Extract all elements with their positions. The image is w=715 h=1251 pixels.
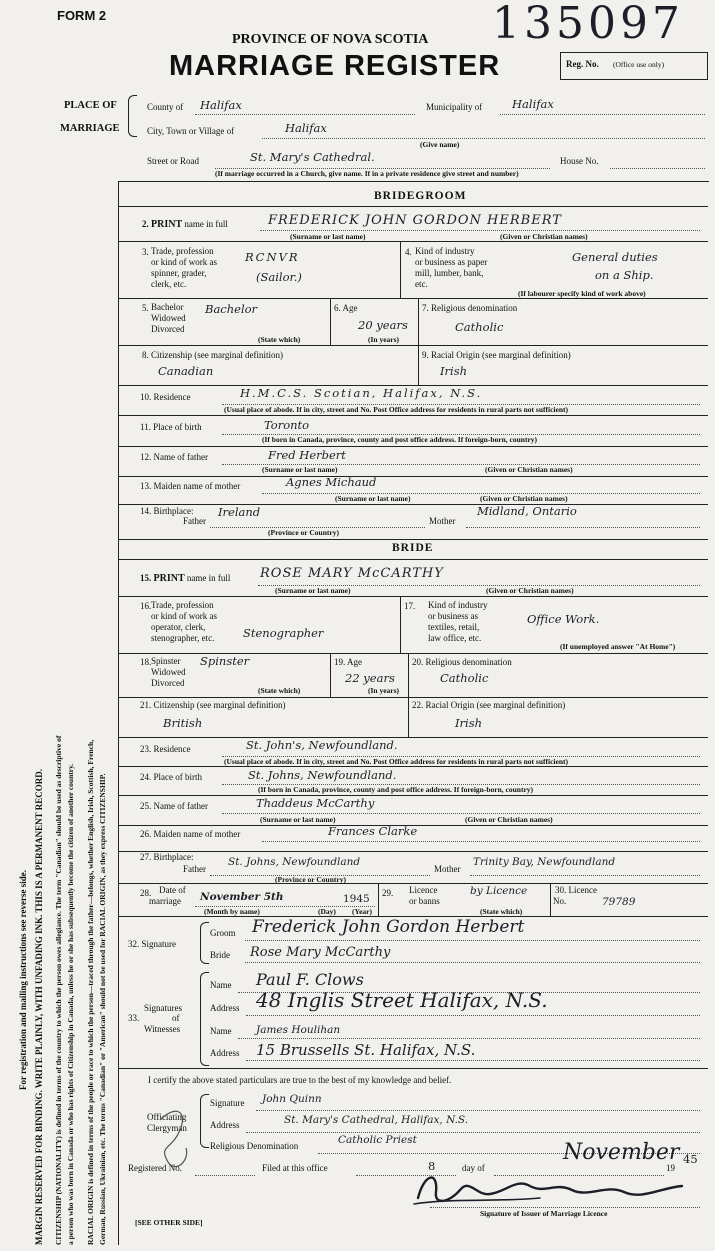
- f13-label: 13. Maiden name of mother: [140, 481, 241, 491]
- w2-address-label: Address: [210, 1048, 240, 1058]
- groom-occupation: RCNVR: [245, 250, 300, 264]
- register-number: 135097: [492, 0, 684, 49]
- f20-label: 20. Religious denomination: [412, 657, 512, 667]
- clergy-address: St. Mary's Cathedral, Halifax, N.S.: [284, 1114, 469, 1126]
- f11-label-text: Place of birth: [153, 422, 202, 432]
- f23-label: 23. Residence: [140, 744, 191, 754]
- groom-father-name: Fred Herbert: [268, 448, 346, 462]
- street-value: St. Mary's Cathedral.: [250, 150, 375, 164]
- f33-label-2: of: [172, 1013, 180, 1023]
- groom-labourer-note: (If labourer specify kind of work above): [518, 289, 646, 298]
- bride-occupation: Stenographer: [243, 626, 324, 640]
- bride-residence-note: (Usual place of abode. If in city, street and No. Post Office address for residents in rural parts not sufficient): [224, 757, 569, 766]
- bride-religion: Catholic: [440, 671, 489, 685]
- groom-citizenship: Canadian: [158, 364, 214, 378]
- f22-label: 22. Racial Origin (see marginal definition): [412, 700, 566, 710]
- clergy-signature: John Quinn: [262, 1093, 322, 1105]
- f2-label-text: name in full: [184, 219, 228, 229]
- f28-number: 28.: [140, 888, 152, 898]
- side-racial-def-1: RACIAL ORIGIN is defined in terms of the people or race to which the person—traced through the father—belongs, whether English, Irish, Scottish, French,: [86, 739, 95, 1245]
- f5-label-3: Divorced: [151, 324, 185, 334]
- f8-label: 8. Citizenship (see marginal definition): [142, 350, 284, 360]
- f6-label: 6. Age: [334, 303, 358, 313]
- f8-label-text: Citizenship (see marginal definition): [151, 350, 284, 360]
- relden-value: Catholic Priest: [338, 1134, 417, 1146]
- side-margin-note: MARGIN RESERVED FOR BINDING. WRITE PLAINLY, WITH UNFADING INK. THIS IS A PERMANENT RECORD.: [34, 768, 44, 1245]
- f29-number: 29.: [382, 888, 394, 898]
- f9-label: 9. Racial Origin (see marginal definition): [422, 350, 571, 360]
- f21-label: 21. Citizenship (see marginal definition): [140, 700, 286, 710]
- county-value: Halifax: [200, 98, 242, 112]
- f24-label-text: Place of birth: [153, 772, 202, 782]
- f11-label: 11. Place of birth: [140, 422, 202, 432]
- f32-label: 32. Signature: [128, 939, 176, 949]
- see-other-side: [SEE OTHER SIDE]: [135, 1218, 203, 1227]
- f4-label-4: etc.: [415, 279, 428, 289]
- groom-mother-given-note: (Given or Christian names): [480, 494, 568, 503]
- licence-number: 79789: [602, 896, 636, 908]
- f27-label: 27. Birthplace:: [140, 852, 194, 862]
- f14-father-label: Father: [183, 516, 206, 526]
- give-name-note: (Give name): [420, 140, 460, 149]
- groom-residence-note: (Usual place of abode. If in city, street and No. Post Office address for residents in rural parts not sufficient): [224, 405, 569, 414]
- f19-label-text: Age: [347, 657, 363, 667]
- bride-birthplace: St. Johns, Newfoundland.: [248, 768, 397, 782]
- f5-number: 5.: [142, 303, 149, 313]
- bridegroom-heading: BRIDEGROOM: [374, 190, 467, 202]
- reg-no-note: (Office use only): [613, 60, 665, 69]
- reg-no-label: Reg. No.: [566, 59, 599, 69]
- f26-label: 26. Maiden name of mother: [140, 829, 241, 839]
- bride-father-birthplace: St. Johns, Newfoundland: [228, 856, 361, 868]
- f14-label-text: Birthplace:: [153, 506, 194, 516]
- f12-label: 12. Name of father: [140, 452, 208, 462]
- document-title: MARRIAGE REGISTER: [169, 50, 501, 82]
- marriage-date: November 5th: [200, 891, 284, 903]
- groom-religion: Catholic: [455, 320, 504, 334]
- f14-label: 14. Birthplace:: [140, 506, 194, 516]
- bride-label: Bride: [210, 950, 230, 960]
- bride-unemployed-note: (If unemployed answer "At Home"): [560, 642, 676, 651]
- day-note: (Day): [318, 907, 336, 916]
- f3-number: 3.: [142, 247, 149, 257]
- filed-label: Filed at this office: [262, 1163, 328, 1173]
- church-note: (If marriage occurred in a Church, give name. If in a private residence give street and number): [215, 169, 519, 178]
- state-which-licence: (State which): [480, 907, 523, 916]
- street-label: Street or Road: [147, 156, 199, 166]
- f16-number: 16.: [140, 601, 152, 611]
- bride-mother-birthplace: Trinity Bay, Newfoundland: [473, 856, 616, 868]
- w1-name-label: Name: [210, 980, 232, 990]
- w1-address-label: Address: [210, 1003, 240, 1013]
- f21-label-text: Citizenship (see marginal definition): [153, 700, 286, 710]
- f17-label-4: law office, etc.: [428, 633, 482, 643]
- f7-label: 7. Religious denomination: [422, 303, 518, 313]
- f30-label-text: Licence: [568, 885, 597, 895]
- f17-label-3: textiles, retail,: [428, 622, 480, 632]
- f17-label-2: or business as: [428, 611, 478, 621]
- f29-label-2: or banns: [409, 896, 440, 906]
- groom-birthplace: Toronto: [264, 418, 310, 432]
- f18-number: 18.: [140, 657, 152, 667]
- f3-label-2: or kind of work as: [151, 257, 217, 267]
- f4-label-3: mill, lumber, bank,: [415, 268, 484, 278]
- f33-number: 33.: [128, 1013, 140, 1023]
- filed-month: November: [563, 1140, 680, 1165]
- filed-year-prefix: 19: [666, 1163, 675, 1173]
- f30-label: 30. Licence: [555, 885, 597, 895]
- form-label: FORM 2: [57, 8, 107, 23]
- filed-year: 45: [683, 1152, 698, 1166]
- f3-label-3: spinner, grader,: [151, 268, 207, 278]
- groom-father-birthplace: Ireland: [218, 505, 261, 519]
- f25-label-text: Name of father: [153, 801, 208, 811]
- w2-name-label: Name: [210, 1026, 232, 1036]
- f18-label-1: Spinster: [151, 656, 181, 666]
- groom-mother-maiden-name: Agnes Michaud: [286, 475, 377, 489]
- f27-mother-label: Mother: [434, 864, 461, 874]
- bride-surname-note: (Surname or last name): [275, 586, 351, 595]
- month-note: (Month by name): [204, 907, 260, 916]
- f16-label-2: or kind of work as: [151, 611, 217, 621]
- side-instructions: For registration and mailing instructions see reverse side.: [18, 870, 28, 1090]
- f33-label-3: Witnesses: [144, 1024, 181, 1034]
- groom-mother-surname-note: (Surname or last name): [335, 494, 411, 503]
- f18-label-2: Widowed: [151, 667, 186, 677]
- day-of-label: day of: [462, 1163, 485, 1173]
- bride-father-surname-note: (Surname or last name): [260, 815, 336, 824]
- groom-father-given-note: (Given or Christian names): [485, 465, 573, 474]
- bride-marital-status: Spinster: [200, 654, 250, 668]
- field-2-label: 2. PRINT name in full: [142, 219, 228, 230]
- registered-label: Registered No.: [128, 1163, 182, 1173]
- signature-brace: [200, 922, 209, 964]
- filed-day: 8: [428, 1159, 436, 1173]
- f28-label-1: Date of: [159, 885, 186, 895]
- marriage-year: 1945: [343, 893, 370, 905]
- province-heading: PROVINCE OF NOVA SCOTIA: [232, 32, 429, 47]
- groom-industry-2: on a Ship.: [595, 268, 654, 282]
- f17-number: 17.: [404, 601, 416, 611]
- bride-age: 22 years: [345, 671, 395, 685]
- f24-label: 24. Place of birth: [140, 772, 202, 782]
- place-brace: [128, 95, 137, 137]
- bride-signature: Rose Mary McCarthy: [250, 945, 391, 960]
- year-note: (Year): [352, 907, 372, 916]
- groom-marital-status: Bachelor: [205, 302, 258, 316]
- groom-in-years: (In years): [368, 335, 400, 344]
- f20-label-text: Religious denomination: [425, 657, 512, 667]
- f4-label-1: Kind of industry: [415, 246, 475, 256]
- field-15-label: 15. PRINT name in full: [140, 573, 231, 584]
- bride-prov-note: (Province or Country): [275, 875, 346, 884]
- officiating-label-1: Officiating: [147, 1112, 187, 1122]
- f33-label-1: Signatures: [144, 1003, 182, 1013]
- bride-residence: St. John's, Newfoundland.: [246, 738, 398, 752]
- f27-label-text: Birthplace:: [153, 852, 194, 862]
- witness-brace: [200, 972, 209, 1066]
- groom-industry: General duties: [572, 250, 658, 264]
- stamp-mark: [150, 1100, 200, 1180]
- f30-label-2: No.: [553, 896, 567, 906]
- groom-given-note: (Given or Christian names): [500, 232, 588, 241]
- f3-label-4: clerk, etc.: [151, 279, 187, 289]
- groom-state-which: (State which): [258, 335, 301, 344]
- bride-given-note: (Given or Christian names): [486, 586, 574, 595]
- f3-label-1: Trade, profession: [151, 246, 214, 256]
- bride-industry: Office Work.: [527, 612, 600, 626]
- f19-label: 19. Age: [334, 657, 363, 667]
- bride-mother-maiden-name: Frances Clarke: [328, 824, 418, 838]
- f23-label-text: Residence: [153, 744, 191, 754]
- f9-label-text: Racial Origin (see marginal definition): [431, 350, 571, 360]
- groom-birthplace-note: (If born in Canada, province, county and post office address. If foreign-born, country): [262, 435, 538, 444]
- clergy-signature-label: Signature: [210, 1098, 245, 1108]
- f27-father-label: Father: [183, 864, 206, 874]
- form-frame: [118, 181, 709, 1245]
- groom-mother-birthplace: Midland, Ontario: [477, 504, 577, 518]
- bride-citizenship: British: [163, 716, 203, 730]
- witness-1-name: Paul F. Clows: [256, 970, 364, 989]
- f6-label-text: Age: [342, 303, 358, 313]
- f15-print: PRINT: [153, 573, 185, 584]
- f15-label-text: name in full: [186, 573, 231, 583]
- groom-surname-note: (Surname or last name): [290, 232, 366, 241]
- officiating-label-2: Clergyman: [147, 1123, 187, 1133]
- f16-label-1: Trade, profession: [151, 600, 214, 610]
- f28-label-2: marriage: [149, 896, 181, 906]
- witness-2-address: 15 Brussells St. Halifax, N.S.: [256, 1041, 476, 1059]
- clergy-brace: [200, 1094, 209, 1148]
- bride-birthplace-note: (If born in Canada, province, county and post office address. If foreign-born, country): [258, 785, 534, 794]
- relden-label: Religious Denomination: [210, 1141, 299, 1151]
- witness-1-address: 48 Inglis Street Halifax, N.S.: [256, 988, 548, 1012]
- f32-label-text: Signature: [141, 939, 176, 949]
- groom-label: Groom: [210, 928, 236, 938]
- f22-label-text: Racial Origin (see marginal definition): [425, 700, 566, 710]
- house-label: House No.: [560, 156, 599, 166]
- licence-or-banns: by Licence: [470, 885, 528, 897]
- place-label-1: PLACE OF: [64, 100, 117, 111]
- f5-label-2: Widowed: [151, 313, 186, 323]
- groom-signature: Frederick John Gordon Herbert: [252, 917, 525, 937]
- groom-racial-origin: Irish: [440, 364, 468, 378]
- groom-prov-note: (Province or Country): [268, 528, 339, 537]
- f7-label-text: Religious denomination: [431, 303, 518, 313]
- side-citizenship-def-2: a person who was born in Canada or who has rights of Citizenship in Canada, unless he or she has subsequently become the citizen of another country.: [66, 763, 75, 1245]
- bride-racial-origin: Irish: [455, 716, 483, 730]
- f14-mother-label: Mother: [429, 516, 456, 526]
- f26-label-text: Maiden name of mother: [153, 829, 241, 839]
- bride-father-name: Thaddeus McCarthy: [256, 796, 375, 810]
- bride-in-years: (In years): [368, 686, 400, 695]
- clergy-address-label: Address: [210, 1120, 240, 1130]
- f13-label-text: Maiden name of mother: [153, 481, 241, 491]
- f18-label-3: Divorced: [151, 678, 185, 688]
- f10-label-text: Residence: [153, 392, 191, 402]
- f4-label-2: or business as paper: [415, 257, 488, 267]
- groom-full-name: FREDERICK JOHN GORDON HERBERT: [268, 213, 562, 228]
- f5-label-1: Bachelor: [151, 302, 184, 312]
- witness-2-name: James Houlihan: [256, 1024, 341, 1036]
- bride-father-given-note: (Given or Christian names): [465, 815, 553, 824]
- f2-print: PRINT: [151, 219, 183, 230]
- f17-label-1: Kind of industry: [428, 600, 488, 610]
- county-label: County of: [147, 102, 184, 112]
- f25-label: 25. Name of father: [140, 801, 208, 811]
- f29-label-1: Licence: [409, 885, 438, 895]
- issuer-signature: [410, 1168, 690, 1212]
- groom-age: 20 years: [358, 318, 408, 332]
- bride-full-name: ROSE MARY McCARTHY: [260, 566, 444, 581]
- side-racial-def-2: German, Russian, Ukrainian, etc. The terms "Canadian" or "American" should not be used for RACIAL ORIGIN, as they express CITIZENSHIP.: [98, 773, 107, 1245]
- city-value: Halifax: [285, 121, 327, 135]
- groom-father-surname-note: (Surname or last name): [262, 465, 338, 474]
- city-label: City, Town or Village of: [147, 126, 235, 136]
- f10-label: 10. Residence: [140, 392, 191, 402]
- f16-label-3: operator, clerk,: [151, 622, 206, 632]
- bride-state-which: (State which): [258, 686, 301, 695]
- bride-heading: BRIDE: [392, 542, 434, 554]
- reg-no-box: [560, 52, 708, 80]
- f12-label-text: Name of father: [153, 452, 208, 462]
- issuer-signature-note: Signature of Issuer of Marriage Licence: [480, 1209, 608, 1218]
- municipality-label: Municipality of: [426, 102, 483, 112]
- f16-label-4: stenographer, etc.: [151, 633, 215, 643]
- groom-residence: H.M.C.S. Scotian, Halifax, N.S.: [240, 386, 483, 400]
- place-label-2: MARRIAGE: [60, 123, 120, 134]
- f4-number: 4.: [405, 247, 412, 257]
- side-citizenship-def-1: CITIZENSHIP (NATIONALITY) is defined in terms of the country to which the person owes allegiance. The term "Canadian" should be used as descriptive of: [54, 735, 63, 1245]
- groom-occupation-2: (Sailor.): [256, 270, 302, 284]
- municipality-value: Halifax: [512, 97, 554, 111]
- certify-statement: I certify the above stated particulars are true to the best of my knowledge and belief.: [148, 1075, 452, 1085]
